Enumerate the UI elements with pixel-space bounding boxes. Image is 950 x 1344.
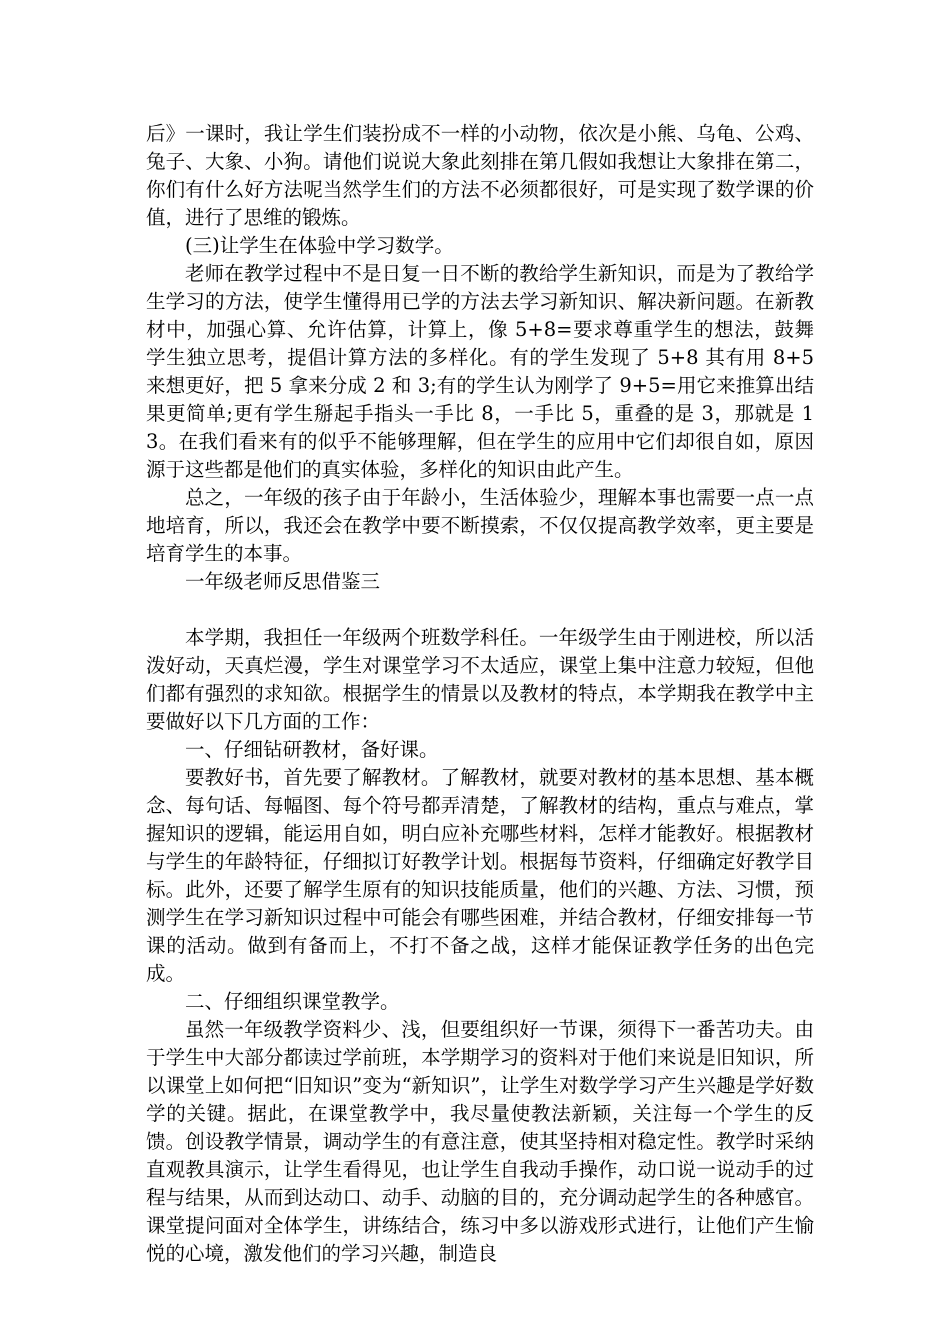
paragraph-teaching-methods: 老师在教学过程中不是日复一日不断的教给学生新知识，而是为了教给学生学习的方法，使学生懂得用已学的方法去学习新知识、解决新问题。在新教材中，加强心算、允许估算，计算上，像 5+8=要求尊重学生的想法，鼓舞学生独立思考，提倡计算方法的多样化。有的学生发现了 5+8 其有用 8+5 来想更好，把 5 拿来分成 2 和 3;有的学生认为刚学了 9+5=用它来推算出结果更简单;更有学生掰起手指头一手比 8，一手比 5，重叠的是 3，那就是 13。在我们看来有的似乎不能够理解，但在学生的应用中它们却很自如，原因源于这些都是他们的真实体验，多样化的知识由此产生。 [146,262,814,481]
paragraph-classroom: 虽然一年级教学资料少、浅，但要组织好一节课，须得下一番苦功夫。由于学生中大部分都读过学前班，本学期学习的资料对于他们来说是旧知识，所以课堂上如何把“旧知识”变为“新知识”，让学生对数学学习产生兴趣是学好数学的关键。据此，在课堂教学中，我尽量使教法新颖，关注每一个学生的反馈。创设教学情景，调动学生的有意注意，使其坚持相对稳定性。教学时采纳直观教具演示，让学生看得见，也让学生自我动手操作，动口说一说动手的过程与结果，从而到达动口、动手、动脑的目的，充分调动起学生的各种感官。课堂提问面对全体学生，讲练结合，练习中多以游戏形式进行，让他们产生愉悦的心境，激发他们的学习兴趣，制造良 [146,1018,814,1265]
section-heading-2: 二、仔细组织课堂教学。 [185,990,400,1013]
paragraph-continued: 后》一课时，我让学生们装扮成不一样的小动物，依次是小熊、乌龟、公鸡、兔子、大象、小狗。请他们说说大象此刻排在第几假如我想让大象排在第二，你们有什么好方法呢当然学生们的方法不必须都很好，可是实现了数学课的价值，进行了思维的锻炼。 [146,122,814,229]
blank-line [146,596,814,624]
section-heading-3: (三)让学生在体验中学习数学。 [185,234,454,257]
document-body [146,120,814,1268]
section-heading-1: 一、仔细钻研教材，备好课。 [185,738,439,761]
paragraph-conclusion: 总之，一年级的孩子由于年龄小，生活体验少，理解本事也需要一点一点地培育，所以，我还会在教学中要不断摸索，不仅仅提高教学效率，更主要是培育学生的本事。 [146,486,814,565]
paragraph-lesson-prep: 要教好书，首先要了解教材。了解教材，就要对教材的基本思想、基本概念、每句话、每幅图、每个符号都弄清楚，了解教材的结构，重点与难点，掌握知识的逻辑，能运用自如，明白应补充哪些材料，怎样才能教好。根据教材与学生的年龄特征，仔细拟订好教学计划。根据每节资料，仔细确定好教学目标。此外，还要了解学生原有的知识技能质量，他们的兴趣、方法、习惯，预测学生在学习新知识过程中可能会有哪些困难，并结合教材，仔细安排每一节课的活动。做到有备而上，不打不备之战，这样才能保证教学任务的出色完成。 [146,766,814,985]
paragraph-intro: 本学期，我担任一年级两个班数学科任。一年级学生由于刚进校，所以活泼好动，天真烂漫，学生对课堂学习不太适应，课堂上集中注意力较短，但他们都有强烈的求知欲。根据学生的情景以及教材的特点，本学期我在教学中主要做好以下几方面的工作： [146,626,814,733]
article-title: 一年级老师反思借鉴三 [185,570,381,593]
